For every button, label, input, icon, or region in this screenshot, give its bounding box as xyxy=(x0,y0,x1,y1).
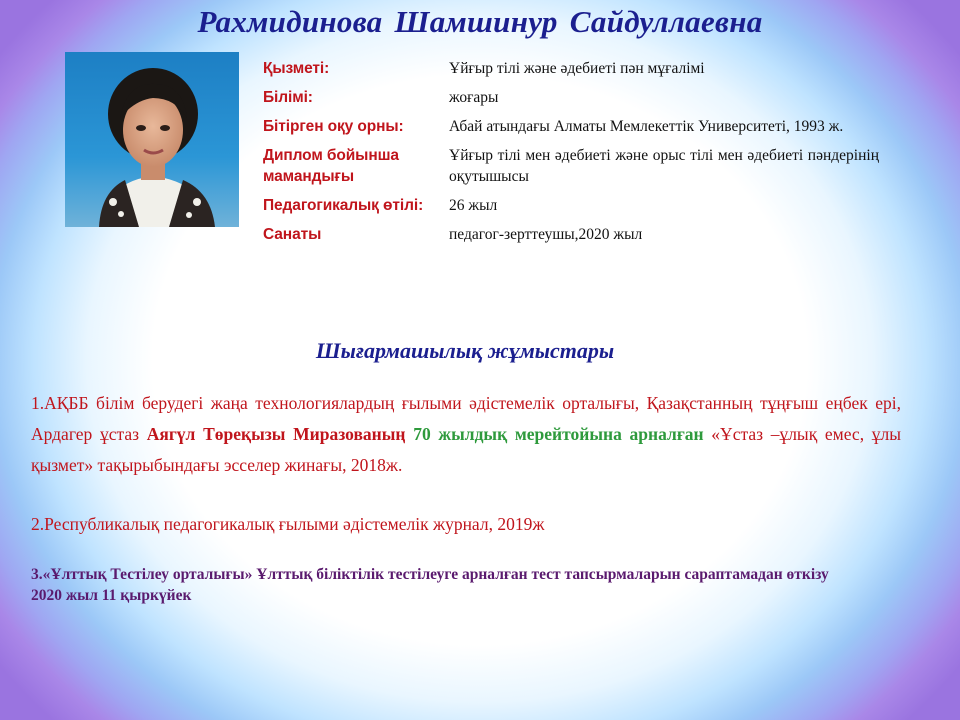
info-row-experience xyxy=(263,195,903,216)
works-list xyxy=(31,388,901,606)
work-item-1-anniversary: 70 жылдық мерейтойына арналған xyxy=(413,424,704,444)
info-label: Бітірген оқу орны: xyxy=(263,118,404,135)
portrait-photo xyxy=(65,52,239,227)
info-row-category xyxy=(263,224,903,245)
info-label: Қызметі: xyxy=(263,60,330,77)
work-item-1 xyxy=(31,388,901,481)
work-item-1-title: «Ұстаз –ұлық емес, ұлы қызмет» тақырыбындағы эсселер жинағы, 2018ж. xyxy=(31,424,902,475)
info-label: Диплом бойынша мамандығы xyxy=(263,147,399,185)
info-value: жоғары xyxy=(449,89,499,106)
info-value: Абай атындағы Алматы Мемлекеттік Университеті, 1993 ж. xyxy=(449,118,844,135)
work-item-1-honoree: Аягүл Төреқызы Миразованың xyxy=(146,424,406,444)
info-row-university xyxy=(263,116,903,137)
work-item-3 xyxy=(31,564,831,606)
work-item-3-text: 3.«Ұлттық Тестілеу орталығы» Ұлттық біліктілік тестілеуге арналған тест тапсырмаларын сараптамадан өткізу xyxy=(31,566,829,583)
info-label: Педагогикалық өтілі: xyxy=(263,197,424,214)
work-item-3-date: 2020 жыл 11 қыркүйек xyxy=(31,587,192,604)
person-name: Рахмидинова Шамшинур Сайдуллаевна xyxy=(197,4,763,39)
info-table xyxy=(263,58,903,253)
info-label: Санаты xyxy=(263,226,322,243)
info-value: 26 жыл xyxy=(449,197,498,214)
info-value: Ұйғыр тілі және әдебиеті пән мұғалімі xyxy=(449,60,705,77)
info-row-specialty xyxy=(263,145,903,187)
info-row-education xyxy=(263,87,903,108)
info-row-position xyxy=(263,58,903,79)
info-value: педагог-зерттеушы,2020 жыл xyxy=(449,226,643,243)
work-item-2: 2.Республикалық педагогикалық ғылыми әдістемелік журнал, 2019ж xyxy=(31,514,545,534)
info-label: Білімі: xyxy=(263,89,313,106)
info-value: Ұйғыр тілі мен әдебиеті және орыс тілі мен әдебиеті пәндерінің оқутышысы xyxy=(449,147,879,185)
work-item-1-text: 1.АҚББ білім берудегі жаңа технологиялардың ғылыми әдістемелік орталығы, Қазақстанның тұңғыш еңбек ері, Ардагер ұстаз xyxy=(31,393,901,444)
works-section-title: Шығармашылық жұмыстары xyxy=(315,338,615,363)
